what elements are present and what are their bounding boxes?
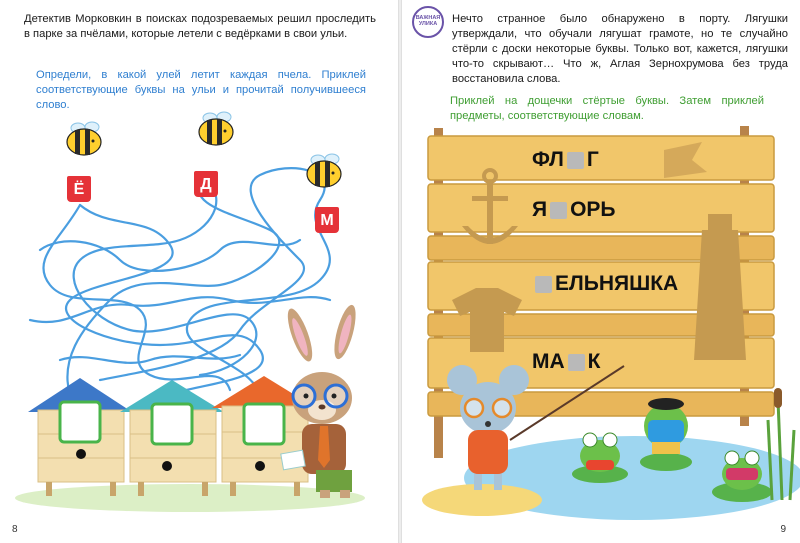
rabbit-eye	[332, 394, 337, 399]
glasses-right-lens	[493, 399, 511, 417]
mouse-leg	[494, 474, 502, 490]
beehive-1	[28, 378, 132, 496]
word-2-before: Я	[532, 198, 548, 221]
frog-3-eye	[745, 451, 759, 465]
frog-2-pirate-hat	[648, 398, 684, 410]
bucket-letter-3: М	[315, 207, 339, 233]
word-plank-3	[532, 272, 678, 296]
frog-3-shirt	[726, 468, 758, 480]
left-task-text: Определи, в какой улей летит каждая пчела. Приклей соответствующие буквы на ульи и прочитай получившееся слово.	[36, 69, 366, 111]
page-number-right: 9	[780, 524, 786, 535]
frog-2-shorts	[652, 442, 680, 454]
word-3-after: ЕЛЬНЯШКА	[555, 272, 679, 295]
left-intro-text: Детектив Морковкин в поисках подозреваемых решил проследить в парке за пчёлами, которые летели с ведёрками в свои ульи.	[24, 13, 376, 40]
word-4-missing-letter-slot	[568, 354, 585, 371]
mouse-body	[468, 430, 508, 474]
word-plank-1	[532, 148, 599, 172]
bee-1-eye	[92, 140, 95, 143]
word-1-after: Г	[586, 148, 599, 171]
word-1-missing-letter-slot	[567, 152, 584, 169]
rabbit-tie	[318, 426, 330, 468]
rabbit-nose	[319, 405, 326, 410]
bee-3-body	[307, 161, 341, 187]
bee-1	[67, 122, 101, 155]
glasses-left-lens	[465, 399, 483, 417]
word-plank-4	[532, 350, 601, 374]
right-intro-text: Нечто странное было обнаружено в порту. Лягушки утверждали, что обучали лягушат грамоте, но те случайно стёрли с доски некоторые буквы. Только вот, кажется, лягушки что-то скрывают… Что ж, Аглая Зернохрумова без труда восстановила слова.	[452, 13, 788, 85]
grass-ground	[15, 484, 365, 512]
mouse-leg	[474, 474, 482, 490]
bee-2-stripe	[217, 119, 222, 145]
beehive-1-entrance	[76, 449, 86, 459]
important-clue-badge: ВАЖНАЯ УЛИКА	[412, 6, 444, 38]
word-2-missing-letter-slot	[550, 202, 567, 219]
rabbit-note-paper	[281, 450, 305, 470]
word-2-after: ОРЬ	[570, 198, 616, 221]
rabbit-leg	[340, 490, 350, 498]
word-4-after: К	[587, 350, 601, 373]
bee-2-body	[199, 119, 233, 145]
rabbit-eye	[304, 394, 309, 399]
bee-1-stripe	[75, 130, 80, 154]
right-page	[402, 0, 800, 543]
beehive-2-leg	[138, 482, 144, 496]
bucket-letter-2: Д	[194, 171, 218, 197]
bee-2-stripe	[207, 120, 212, 144]
beehive-3-entrance	[255, 461, 265, 471]
beehive-3-leg	[294, 482, 300, 496]
beehive-1-leg	[46, 482, 52, 496]
lighthouse-silhouette	[694, 214, 746, 360]
frog-1-eye	[583, 433, 597, 447]
left-page	[0, 0, 398, 543]
bee-2	[199, 112, 233, 145]
bee-1-body	[67, 129, 101, 155]
right-task-text: Приклей на дощечки стёртые буквы. Затем приклей предметы, соответствующие словам.	[450, 95, 764, 122]
page-number-left: 8	[12, 524, 18, 535]
beehive-1-sticker-slot	[60, 402, 100, 442]
rabbit-leg	[320, 490, 330, 498]
beehive-2-leg	[202, 482, 208, 496]
word-3-missing-letter-slot	[535, 276, 552, 293]
bee-3	[307, 154, 341, 187]
frog-1-eye	[603, 433, 617, 447]
beehive-2-entrance	[162, 461, 172, 471]
bucket-letter-1: Ё	[67, 176, 91, 202]
word-plank-2	[532, 198, 616, 222]
mouse-nose	[485, 421, 491, 427]
bee-2-eye	[224, 130, 227, 133]
beehive-2	[120, 380, 224, 496]
beehive-2-sticker-slot	[152, 404, 192, 444]
bee-3-eye	[332, 172, 335, 175]
cattail-head	[774, 388, 782, 408]
lily-pad	[640, 453, 692, 471]
beehive-3-sticker-slot	[244, 404, 284, 444]
word-1-before: ФЛ	[532, 148, 564, 171]
board-plank	[428, 136, 774, 180]
bee-1-stripe	[85, 129, 90, 155]
beehive-1-leg	[110, 482, 116, 496]
beehive-3-leg	[230, 482, 236, 496]
maze-paths	[30, 168, 330, 395]
maze-illustration	[0, 0, 398, 543]
rabbit-shorts	[316, 470, 352, 492]
bee-3-stripe	[325, 161, 330, 187]
bee-3-stripe	[315, 162, 320, 186]
frog-1-shirt	[586, 460, 614, 470]
word-4-before: МА	[532, 350, 565, 373]
frog-3-eye	[725, 451, 739, 465]
frog-2-shirt	[648, 420, 684, 442]
